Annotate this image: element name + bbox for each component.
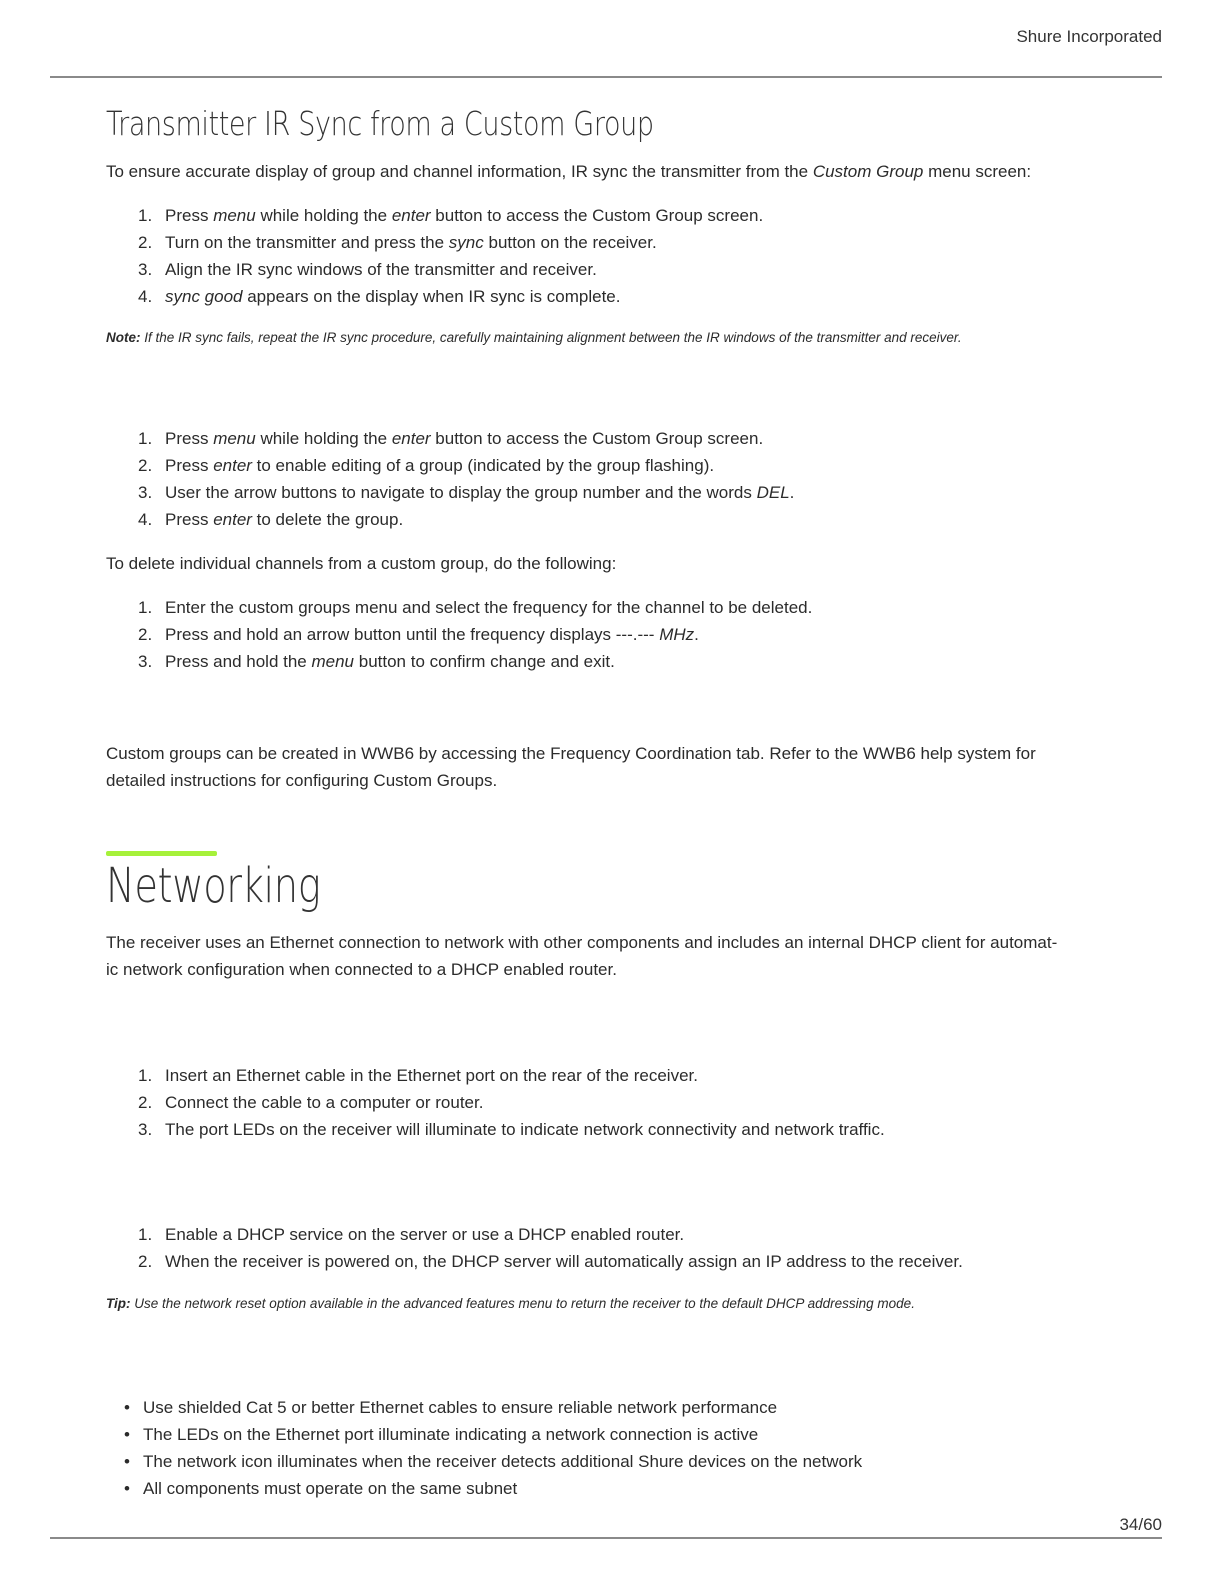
step-emphasis: menu xyxy=(213,206,256,225)
networking-accent-bar xyxy=(106,851,217,856)
step-text: button to access the Custom Group screen. xyxy=(430,206,764,225)
step-text: Align the IR sync windows of the transmitter and receiver. xyxy=(165,260,597,279)
step-emphasis: enter xyxy=(391,206,431,225)
networking-tip xyxy=(106,1294,915,1314)
ir-sync-note xyxy=(106,328,962,348)
step-text: Press xyxy=(165,456,214,475)
networking-intro-line-2: ic network configuration when connected to a DHCP enabled router. xyxy=(106,960,617,979)
header-divider xyxy=(50,76,1162,78)
step-text: button to confirm change and exit. xyxy=(354,652,615,671)
step-item xyxy=(106,452,794,479)
step-text: appears on the display when IR sync is complete. xyxy=(242,287,621,306)
step-text: to delete the group. xyxy=(251,510,404,529)
ir-sync-steps xyxy=(106,202,763,310)
step-item xyxy=(106,506,794,533)
delete-channels-intro: To delete individual channels from a custom group, do the following: xyxy=(106,554,617,573)
networking-intro xyxy=(106,929,1106,983)
networking-bullets xyxy=(106,1394,862,1502)
footer-divider xyxy=(50,1537,1162,1539)
step-item xyxy=(106,425,794,452)
bullet-marker: • xyxy=(124,1452,130,1471)
step-text: Press xyxy=(165,206,214,225)
page-number: 34/60 xyxy=(1119,1515,1162,1534)
step-text: Press and hold the xyxy=(165,652,312,671)
delete-channel-steps xyxy=(106,594,812,675)
step-item xyxy=(106,202,763,229)
bullet-item xyxy=(106,1475,862,1502)
step-text: When the receiver is powered on, the DHCP server will automatically assign an IP address to the receiver. xyxy=(165,1252,963,1271)
bullet-marker: • xyxy=(124,1425,130,1444)
step-number: 3. xyxy=(138,652,153,671)
step-number: 3. xyxy=(138,1120,153,1139)
step-item xyxy=(106,256,763,283)
step-text: Press xyxy=(165,429,214,448)
step-text: The port LEDs on the receiver will illuminate to indicate network connectivity and network traffic. xyxy=(165,1120,885,1139)
step-emphasis: enter xyxy=(391,429,431,448)
step-number: 2. xyxy=(138,1093,153,1112)
step-number: 1. xyxy=(138,206,153,225)
wwb6-line-2: detailed instructions for configuring Custom Groups. xyxy=(106,771,498,790)
step-text: button on the receiver. xyxy=(483,233,657,252)
header-company-name: Shure Incorporated xyxy=(1016,27,1162,46)
tip-label: Tip: xyxy=(106,1296,131,1311)
bullet-text: Use shielded Cat 5 or better Ethernet cables to ensure reliable network performance xyxy=(143,1398,778,1417)
step-item xyxy=(106,594,812,621)
step-emphasis: enter xyxy=(213,510,252,529)
step-item xyxy=(106,283,763,310)
step-text: while holding the xyxy=(255,206,392,225)
step-number: 1. xyxy=(138,1225,153,1244)
step-number: 2. xyxy=(138,625,153,644)
step-item xyxy=(106,1248,963,1275)
step-number: 2. xyxy=(138,233,153,252)
note-label: Note: xyxy=(106,330,141,345)
step-item xyxy=(106,648,812,675)
step-number: 1. xyxy=(138,429,153,448)
step-text: Insert an Ethernet cable in the Ethernet port on the rear of the receiver. xyxy=(165,1066,698,1085)
step-text: . xyxy=(694,625,699,644)
step-number: 4. xyxy=(138,287,153,306)
step-number: 3. xyxy=(138,260,153,279)
step-emphasis: enter xyxy=(213,456,252,475)
step-text: while holding the xyxy=(255,429,392,448)
note-text: If the IR sync fails, repeat the IR sync procedure, carefully maintaining alignment between the IR windows of the transmitter and receiver. xyxy=(140,330,962,345)
step-emphasis: menu xyxy=(311,652,355,671)
step-text: Enter the custom groups menu and select the frequency for the channel to be deleted. xyxy=(165,598,813,617)
networking-intro-line-1: The receiver uses an Ethernet connection to network with other components and includes an internal DHCP client for automat- xyxy=(106,933,1058,952)
ethernet-connect-steps xyxy=(106,1062,885,1143)
bullet-item xyxy=(106,1394,862,1421)
ir-sync-intro-text-end: menu screen: xyxy=(923,162,1032,181)
step-emphasis: menu xyxy=(213,429,256,448)
step-item xyxy=(106,621,812,648)
step-text: User the arrow buttons to navigate to display the group number and the words xyxy=(165,483,757,502)
step-item xyxy=(106,1062,885,1089)
step-number: 2. xyxy=(138,456,153,475)
step-item xyxy=(106,1116,885,1143)
delete-group-steps xyxy=(106,425,794,533)
step-emphasis: DEL xyxy=(756,483,790,502)
step-number: 1. xyxy=(138,598,153,617)
step-text: button to access the Custom Group screen. xyxy=(430,429,764,448)
bullet-marker: • xyxy=(124,1398,130,1417)
bullet-text: All components must operate on the same subnet xyxy=(143,1479,518,1498)
step-item xyxy=(106,1089,885,1116)
step-item xyxy=(106,229,763,256)
step-text: Turn on the transmitter and press the xyxy=(165,233,449,252)
wwb6-paragraph xyxy=(106,740,1106,794)
step-text: Connect the cable to a computer or router. xyxy=(165,1093,484,1112)
step-text: . xyxy=(789,483,795,502)
step-item xyxy=(106,1221,963,1248)
step-emphasis: sync good xyxy=(165,287,243,306)
ir-sync-heading: Transmitter IR Sync from a Custom Group xyxy=(106,104,654,143)
step-number: 3. xyxy=(138,483,153,502)
wwb6-line-1: Custom groups can be created in WWB6 by accessing the Frequency Coordination tab. Refer to the WWB6 help system for xyxy=(106,744,1036,763)
step-emphasis: MHz xyxy=(659,625,695,644)
dhcp-steps xyxy=(106,1221,963,1275)
bullet-item xyxy=(106,1448,862,1475)
networking-heading: Networking xyxy=(106,858,321,914)
step-text: Press xyxy=(165,510,214,529)
bullet-text: The LEDs on the Ethernet port illuminate indicating a network connection is active xyxy=(143,1425,759,1444)
step-text: Press and hold an arrow button until the frequency displays ---.--- xyxy=(165,625,660,644)
step-number: 4. xyxy=(138,510,153,529)
bullet-item xyxy=(106,1421,862,1448)
step-number: 1. xyxy=(138,1066,153,1085)
step-text: to enable editing of a group (indicated by the group flashing). xyxy=(251,456,715,475)
step-text: Enable a DHCP service on the server or use a DHCP enabled router. xyxy=(165,1225,685,1244)
step-emphasis: sync xyxy=(448,233,484,252)
step-item xyxy=(106,479,794,506)
ir-sync-intro xyxy=(106,158,1031,185)
bullet-text: The network icon illuminates when the receiver detects additional Shure devices on the network xyxy=(143,1452,863,1471)
ir-sync-intro-emphasis: Custom Group xyxy=(812,162,924,181)
step-number: 2. xyxy=(138,1252,153,1271)
ir-sync-intro-text: To ensure accurate display of group and channel information, IR sync the transmitter from the xyxy=(106,162,813,181)
tip-text: Use the network reset option available in the advanced features menu to return the receiver to the default DHCP addressing mode. xyxy=(130,1296,915,1311)
bullet-marker: • xyxy=(124,1479,130,1498)
